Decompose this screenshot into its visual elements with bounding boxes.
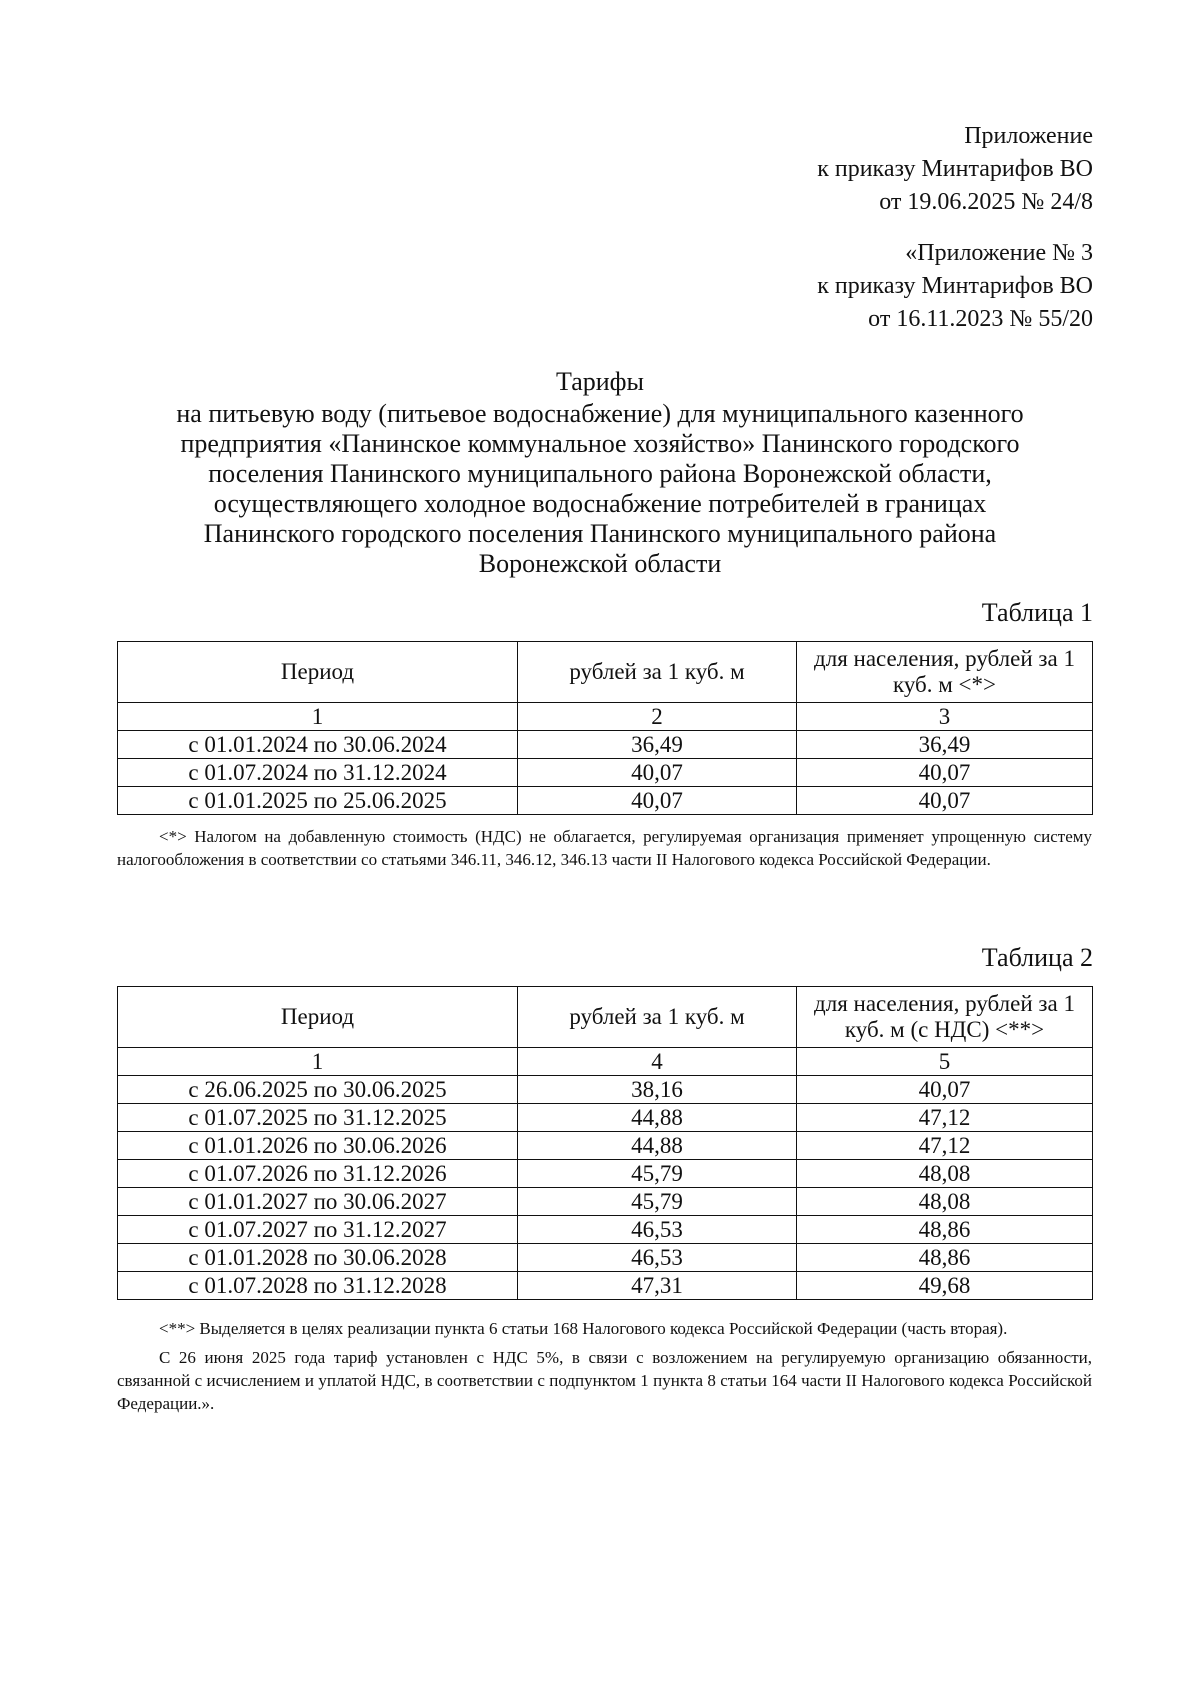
tariff-cell: 40,07 bbox=[518, 787, 797, 815]
footnote-text: <**> Выделяется в целях реализации пункта 6 статьи 168 Налогового кодекса Российской Федерации (часть вторая). bbox=[159, 1319, 1008, 1338]
tariff-cell: 46,53 bbox=[518, 1244, 797, 1272]
table-row bbox=[118, 1244, 1093, 1272]
population-tariff-cell: 48,08 bbox=[797, 1188, 1093, 1216]
population-tariff-cell: 40,07 bbox=[797, 1076, 1093, 1104]
table2-footnotes bbox=[117, 1317, 1092, 1415]
period-cell: с 26.06.2025 по 30.06.2025 bbox=[118, 1076, 518, 1104]
population-tariff-cell: 49,68 bbox=[797, 1272, 1093, 1300]
appendix-line: к приказу Минтарифов ВО bbox=[817, 156, 1093, 182]
table1-caption: Таблица 1 bbox=[981, 598, 1093, 627]
tariff-cell: 45,79 bbox=[518, 1160, 797, 1188]
title-line: на питьевую воду (питьевое водоснабжение) для муниципального казенного bbox=[176, 399, 1024, 428]
header-period: Период bbox=[118, 642, 518, 703]
table-header-row bbox=[118, 987, 1093, 1048]
table-row bbox=[118, 1272, 1093, 1300]
period-cell: с 01.07.2025 по 31.12.2025 bbox=[118, 1104, 518, 1132]
header-rub-per-m3: рублей за 1 куб. м bbox=[518, 987, 797, 1048]
period-cell: с 01.07.2028 по 31.12.2028 bbox=[118, 1272, 518, 1300]
footnote-text: <*> Налогом на добавленную стоимость (НДС) не облагается, регулируемая организация применяет упрощенную систему налогообложения в соответствии со статьями 346.11, 346.12, 346.13 части II Налогового кодекса Российской Федерации. bbox=[117, 827, 1092, 869]
population-tariff-cell: 36,49 bbox=[797, 731, 1093, 759]
period-cell: с 01.01.2026 по 30.06.2026 bbox=[118, 1132, 518, 1160]
document-title bbox=[110, 367, 1090, 579]
tariff-cell: 44,88 bbox=[518, 1104, 797, 1132]
table-row bbox=[118, 1188, 1093, 1216]
table-row bbox=[118, 787, 1093, 815]
title-line: предприятия «Панинское коммунальное хозяйство» Панинского городского bbox=[180, 429, 1020, 458]
title-line: Панинского городского поселения Панинского муниципального района bbox=[203, 519, 997, 548]
table-row bbox=[118, 731, 1093, 759]
period-cell: с 01.07.2027 по 31.12.2027 bbox=[118, 1216, 518, 1244]
table-row bbox=[118, 1132, 1093, 1160]
column-number: 3 bbox=[797, 703, 1093, 731]
header-population-rub-per-m3-vat: для населения, рублей за 1 куб. м (с НДС) <**> bbox=[797, 987, 1093, 1048]
header-period: Период bbox=[118, 987, 518, 1048]
original-appendix-line: от 16.11.2023 № 55/20 bbox=[868, 306, 1093, 332]
column-number: 1 bbox=[118, 703, 518, 731]
tariff-cell: 36,49 bbox=[518, 731, 797, 759]
title-heading: Тарифы bbox=[555, 367, 644, 396]
tariff-cell: 40,07 bbox=[518, 759, 797, 787]
column-number: 1 bbox=[118, 1048, 518, 1076]
period-cell: с 01.01.2024 по 30.06.2024 bbox=[118, 731, 518, 759]
column-number-row bbox=[118, 703, 1093, 731]
table-row bbox=[118, 1076, 1093, 1104]
appendix-line: от 19.06.2025 № 24/8 bbox=[879, 189, 1093, 215]
table-header-row bbox=[118, 642, 1093, 703]
tariff-table-2 bbox=[117, 986, 1093, 1300]
tariff-table-1 bbox=[117, 641, 1093, 815]
population-tariff-cell: 48,86 bbox=[797, 1244, 1093, 1272]
title-line: поселения Панинского муниципального района Воронежской области, bbox=[208, 459, 992, 488]
header-rub-per-m3: рублей за 1 куб. м bbox=[518, 642, 797, 703]
period-cell: с 01.01.2028 по 30.06.2028 bbox=[118, 1244, 518, 1272]
column-number: 2 bbox=[518, 703, 797, 731]
population-tariff-cell: 40,07 bbox=[797, 759, 1093, 787]
population-tariff-cell: 48,08 bbox=[797, 1160, 1093, 1188]
tariff-cell: 45,79 bbox=[518, 1188, 797, 1216]
period-cell: с 01.01.2027 по 30.06.2027 bbox=[118, 1188, 518, 1216]
appendix-header bbox=[817, 120, 1093, 219]
table-row bbox=[118, 1216, 1093, 1244]
table1-footnote bbox=[117, 825, 1092, 871]
vat-note-text: С 26 июня 2025 года тариф установлен с НДС 5%, в связи с возложением на регулируемую организацию обязанности, связанной с исчислением и уплатой НДС, в соответствии с подпунктом 1 пункта 8 статьи 164 части II Налогового кодекса Российской Федерации.». bbox=[117, 1348, 1092, 1413]
table-row bbox=[118, 1104, 1093, 1132]
original-appendix-line: «Приложение № 3 bbox=[905, 240, 1093, 266]
original-appendix-header bbox=[817, 237, 1093, 336]
period-cell: с 01.07.2024 по 31.12.2024 bbox=[118, 759, 518, 787]
tariff-cell: 46,53 bbox=[518, 1216, 797, 1244]
header-population-rub-per-m3: для населения, рублей за 1 куб. м <*> bbox=[797, 642, 1093, 703]
title-line: осуществляющего холодное водоснабжение потребителей в границах bbox=[213, 489, 987, 518]
column-number: 4 bbox=[518, 1048, 797, 1076]
column-number: 5 bbox=[797, 1048, 1093, 1076]
population-tariff-cell: 47,12 bbox=[797, 1104, 1093, 1132]
population-tariff-cell: 47,12 bbox=[797, 1132, 1093, 1160]
table-row bbox=[118, 759, 1093, 787]
period-cell: с 01.01.2025 по 25.06.2025 bbox=[118, 787, 518, 815]
tariff-cell: 44,88 bbox=[518, 1132, 797, 1160]
table2-caption: Таблица 2 bbox=[981, 943, 1093, 972]
appendix-line: Приложение bbox=[964, 123, 1093, 149]
tariff-cell: 38,16 bbox=[518, 1076, 797, 1104]
column-number-row bbox=[118, 1048, 1093, 1076]
original-appendix-line: к приказу Минтарифов ВО bbox=[817, 273, 1093, 299]
period-cell: с 01.07.2026 по 31.12.2026 bbox=[118, 1160, 518, 1188]
title-line: Воронежской области bbox=[478, 549, 722, 578]
population-tariff-cell: 40,07 bbox=[797, 787, 1093, 815]
population-tariff-cell: 48,86 bbox=[797, 1216, 1093, 1244]
table-row bbox=[118, 1160, 1093, 1188]
tariff-cell: 47,31 bbox=[518, 1272, 797, 1300]
